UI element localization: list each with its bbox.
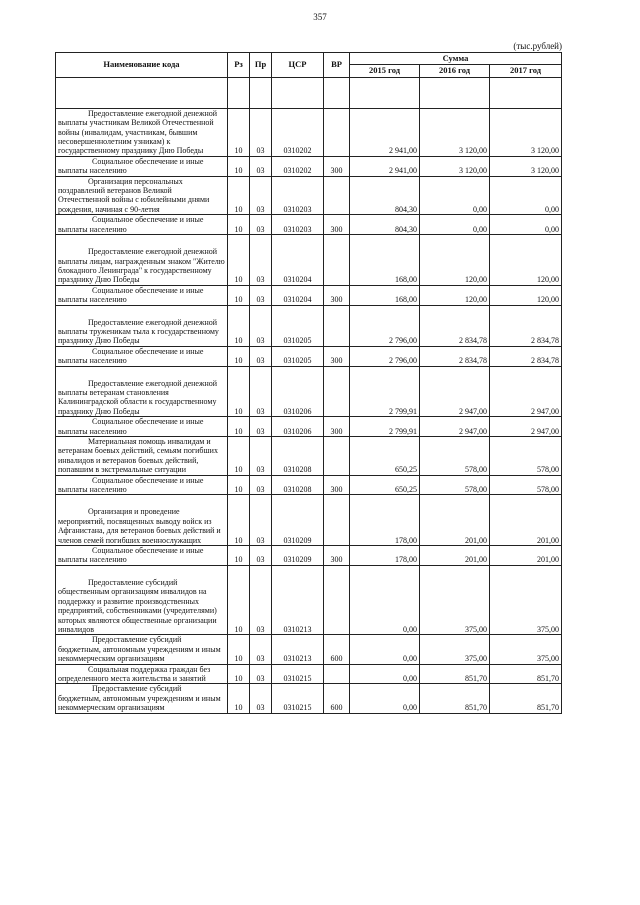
row-csr: 0310202 bbox=[272, 156, 324, 176]
table-row bbox=[56, 664, 562, 684]
row-2015: 2 941,00 bbox=[350, 108, 420, 156]
row-2016: 851,70 bbox=[420, 664, 490, 684]
row-name: Предоставление ежегодной денежной выплаты лицам, награжденным знаком "Жителю блокадного Ленинграда" к государственному празднику Дню Победы bbox=[56, 235, 228, 286]
table-row bbox=[56, 495, 562, 546]
row-vr: 600 bbox=[324, 684, 350, 713]
row-vr: 300 bbox=[324, 346, 350, 366]
row-rz: 10 bbox=[228, 565, 250, 634]
header-vr: ВР bbox=[324, 53, 350, 78]
row-2015: 650,25 bbox=[350, 475, 420, 495]
row-csr: 0310215 bbox=[272, 664, 324, 684]
row-2016: 375,00 bbox=[420, 565, 490, 634]
header-name: Наименование кода bbox=[56, 53, 228, 78]
row-2015: 168,00 bbox=[350, 235, 420, 286]
row-2017: 201,00 bbox=[490, 546, 562, 566]
row-csr: 0310213 bbox=[272, 565, 324, 634]
row-name: Материальная помощь инвалидам и ветеранам боевых действий, семьям погибших инвалидов и ветеранов боевых действий, попавшим в экстремальные ситуации bbox=[56, 437, 228, 476]
row-rz: 10 bbox=[228, 108, 250, 156]
row-2015: 2 796,00 bbox=[350, 305, 420, 346]
row-pr: 03 bbox=[250, 305, 272, 346]
row-csr: 0310205 bbox=[272, 346, 324, 366]
row-vr bbox=[324, 366, 350, 417]
row-pr: 03 bbox=[250, 546, 272, 566]
row-rz: 10 bbox=[228, 546, 250, 566]
row-rz: 10 bbox=[228, 176, 250, 215]
row-csr: 0310204 bbox=[272, 285, 324, 305]
row-pr: 03 bbox=[250, 475, 272, 495]
row-name: Предоставление субсидий бюджетным, автономным учреждениям и иным некоммерческим организациям bbox=[56, 635, 228, 664]
row-2015: 178,00 bbox=[350, 546, 420, 566]
table-row bbox=[56, 108, 562, 156]
row-name: Социальное обеспечение и иные выплаты населению bbox=[56, 417, 228, 437]
row-rz: 10 bbox=[228, 664, 250, 684]
table-row bbox=[56, 565, 562, 634]
spacer-row bbox=[56, 77, 562, 108]
row-rz: 10 bbox=[228, 156, 250, 176]
row-rz: 10 bbox=[228, 437, 250, 476]
row-name: Социальное обеспечение и иные выплаты населению bbox=[56, 346, 228, 366]
row-2017: 578,00 bbox=[490, 437, 562, 476]
row-2016: 0,00 bbox=[420, 176, 490, 215]
table-row bbox=[56, 346, 562, 366]
row-csr: 0310206 bbox=[272, 417, 324, 437]
row-2017: 2 834,78 bbox=[490, 346, 562, 366]
row-2017: 578,00 bbox=[490, 475, 562, 495]
row-vr: 300 bbox=[324, 156, 350, 176]
table-row bbox=[56, 684, 562, 713]
row-pr: 03 bbox=[250, 366, 272, 417]
row-rz: 10 bbox=[228, 417, 250, 437]
header-rz: Рз bbox=[228, 53, 250, 78]
row-2015: 650,25 bbox=[350, 437, 420, 476]
row-pr: 03 bbox=[250, 108, 272, 156]
row-pr: 03 bbox=[250, 495, 272, 546]
row-name: Предоставление ежегодной денежной выплаты ветеранам становления Калининградской области к государственному празднику Дню Победы bbox=[56, 366, 228, 417]
row-name: Предоставление субсидий общественным организациям инвалидов на поддержку и развитие производственных предприятий, собственниками (учредителями) которых являются общественные организации инвалидов bbox=[56, 565, 228, 634]
row-2016: 201,00 bbox=[420, 546, 490, 566]
row-2017: 2 947,00 bbox=[490, 417, 562, 437]
row-rz: 10 bbox=[228, 495, 250, 546]
row-rz: 10 bbox=[228, 475, 250, 495]
row-name: Социальное обеспечение и иные выплаты населению bbox=[56, 215, 228, 235]
row-2016: 2 834,78 bbox=[420, 305, 490, 346]
row-2015: 0,00 bbox=[350, 684, 420, 713]
row-vr bbox=[324, 305, 350, 346]
row-name: Социальное обеспечение и иные выплаты населению bbox=[56, 546, 228, 566]
row-2015: 0,00 bbox=[350, 635, 420, 664]
row-pr: 03 bbox=[250, 417, 272, 437]
row-pr: 03 bbox=[250, 437, 272, 476]
row-rz: 10 bbox=[228, 215, 250, 235]
row-pr: 03 bbox=[250, 565, 272, 634]
header-2015: 2015 год bbox=[350, 65, 420, 77]
row-pr: 03 bbox=[250, 635, 272, 664]
table-body bbox=[56, 77, 562, 713]
row-2016: 578,00 bbox=[420, 437, 490, 476]
row-csr: 0310208 bbox=[272, 475, 324, 495]
row-2017: 375,00 bbox=[490, 565, 562, 634]
row-2016: 2 947,00 bbox=[420, 366, 490, 417]
row-2017: 2 834,78 bbox=[490, 305, 562, 346]
row-csr: 0310208 bbox=[272, 437, 324, 476]
row-2017: 3 120,00 bbox=[490, 108, 562, 156]
row-2017: 851,70 bbox=[490, 664, 562, 684]
row-csr: 0310209 bbox=[272, 495, 324, 546]
row-2016: 201,00 bbox=[420, 495, 490, 546]
table-row bbox=[56, 437, 562, 476]
row-rz: 10 bbox=[228, 285, 250, 305]
row-name: Предоставление ежегодной денежной выплаты участникам Великой Отечественной войны (инвалидам, участникам, бывшим несовершеннолетним узникам) к государственному празднику Дню Победы bbox=[56, 108, 228, 156]
row-csr: 0310213 bbox=[272, 635, 324, 664]
row-pr: 03 bbox=[250, 664, 272, 684]
row-2017: 851,70 bbox=[490, 684, 562, 713]
row-vr: 300 bbox=[324, 546, 350, 566]
table-row bbox=[56, 305, 562, 346]
row-2016: 2 834,78 bbox=[420, 346, 490, 366]
row-csr: 0310203 bbox=[272, 176, 324, 215]
row-name: Социальное обеспечение и иные выплаты населению bbox=[56, 156, 228, 176]
row-pr: 03 bbox=[250, 346, 272, 366]
row-rz: 10 bbox=[228, 635, 250, 664]
row-name: Организация персональных поздравлений ветеранов Великой Отечественной войны с юбилейными днями рождения, начиная с 90-летия bbox=[56, 176, 228, 215]
header-2017: 2017 год bbox=[490, 65, 562, 77]
row-2016: 3 120,00 bbox=[420, 156, 490, 176]
row-pr: 03 bbox=[250, 235, 272, 286]
row-pr: 03 bbox=[250, 215, 272, 235]
row-2015: 804,30 bbox=[350, 215, 420, 235]
row-2015: 2 799,91 bbox=[350, 417, 420, 437]
row-2015: 178,00 bbox=[350, 495, 420, 546]
row-rz: 10 bbox=[228, 684, 250, 713]
row-rz: 10 bbox=[228, 235, 250, 286]
budget-table bbox=[55, 52, 562, 714]
row-vr bbox=[324, 495, 350, 546]
row-vr bbox=[324, 664, 350, 684]
row-name: Организация и проведение мероприятий, посвященных выводу войск из Афганистана, для ветеранов боевых действий и членов семей погибших военнослужащих bbox=[56, 495, 228, 546]
row-vr: 300 bbox=[324, 417, 350, 437]
row-2017: 2 947,00 bbox=[490, 366, 562, 417]
units-label: (тыс.рублей) bbox=[513, 41, 562, 51]
row-2015: 0,00 bbox=[350, 565, 420, 634]
row-2017: 0,00 bbox=[490, 176, 562, 215]
row-vr bbox=[324, 235, 350, 286]
row-csr: 0310206 bbox=[272, 366, 324, 417]
row-2016: 3 120,00 bbox=[420, 108, 490, 156]
row-2015: 2 799,91 bbox=[350, 366, 420, 417]
row-2016: 578,00 bbox=[420, 475, 490, 495]
table-row bbox=[56, 417, 562, 437]
row-2017: 201,00 bbox=[490, 495, 562, 546]
row-2016: 2 947,00 bbox=[420, 417, 490, 437]
row-csr: 0310205 bbox=[272, 305, 324, 346]
table-row bbox=[56, 475, 562, 495]
row-rz: 10 bbox=[228, 346, 250, 366]
table-row bbox=[56, 235, 562, 286]
row-2016: 851,70 bbox=[420, 684, 490, 713]
row-vr bbox=[324, 108, 350, 156]
row-2015: 168,00 bbox=[350, 285, 420, 305]
row-vr bbox=[324, 176, 350, 215]
row-2015: 2 941,00 bbox=[350, 156, 420, 176]
row-csr: 0310203 bbox=[272, 215, 324, 235]
header-sum: Сумма bbox=[350, 53, 562, 65]
header-csr: ЦСР bbox=[272, 53, 324, 78]
row-rz: 10 bbox=[228, 366, 250, 417]
row-name: Предоставление субсидий бюджетным, автономным учреждениям и иным некоммерческим организациям bbox=[56, 684, 228, 713]
table-row bbox=[56, 176, 562, 215]
row-2017: 120,00 bbox=[490, 285, 562, 305]
row-pr: 03 bbox=[250, 176, 272, 215]
row-vr bbox=[324, 437, 350, 476]
row-vr: 600 bbox=[324, 635, 350, 664]
row-vr: 300 bbox=[324, 475, 350, 495]
row-pr: 03 bbox=[250, 285, 272, 305]
row-2017: 375,00 bbox=[490, 635, 562, 664]
table-row bbox=[56, 285, 562, 305]
row-2016: 0,00 bbox=[420, 215, 490, 235]
row-csr: 0310202 bbox=[272, 108, 324, 156]
row-2017: 3 120,00 bbox=[490, 156, 562, 176]
row-2015: 804,30 bbox=[350, 176, 420, 215]
row-name: Социальная поддержка граждан без определенного места жительства и занятий bbox=[56, 664, 228, 684]
header-2016: 2016 год bbox=[420, 65, 490, 77]
row-2017: 0,00 bbox=[490, 215, 562, 235]
page-number: 357 bbox=[313, 12, 327, 22]
row-pr: 03 bbox=[250, 156, 272, 176]
row-2017: 120,00 bbox=[490, 235, 562, 286]
row-pr: 03 bbox=[250, 684, 272, 713]
table-row bbox=[56, 366, 562, 417]
row-csr: 0310215 bbox=[272, 684, 324, 713]
row-name: Предоставление ежегодной денежной выплаты труженикам тыла к государственному празднику Дню Победы bbox=[56, 305, 228, 346]
table-row bbox=[56, 156, 562, 176]
row-2015: 2 796,00 bbox=[350, 346, 420, 366]
header-pr: Пр bbox=[250, 53, 272, 78]
header-row bbox=[56, 53, 562, 65]
row-csr: 0310209 bbox=[272, 546, 324, 566]
row-2015: 0,00 bbox=[350, 664, 420, 684]
row-2016: 120,00 bbox=[420, 235, 490, 286]
row-name: Социальное обеспечение и иные выплаты населению bbox=[56, 285, 228, 305]
row-rz: 10 bbox=[228, 305, 250, 346]
row-vr: 300 bbox=[324, 285, 350, 305]
row-2016: 120,00 bbox=[420, 285, 490, 305]
row-vr: 300 bbox=[324, 215, 350, 235]
row-name: Социальное обеспечение и иные выплаты населению bbox=[56, 475, 228, 495]
row-2016: 375,00 bbox=[420, 635, 490, 664]
row-vr bbox=[324, 565, 350, 634]
table-row bbox=[56, 215, 562, 235]
table-row bbox=[56, 635, 562, 664]
row-csr: 0310204 bbox=[272, 235, 324, 286]
table-row bbox=[56, 546, 562, 566]
